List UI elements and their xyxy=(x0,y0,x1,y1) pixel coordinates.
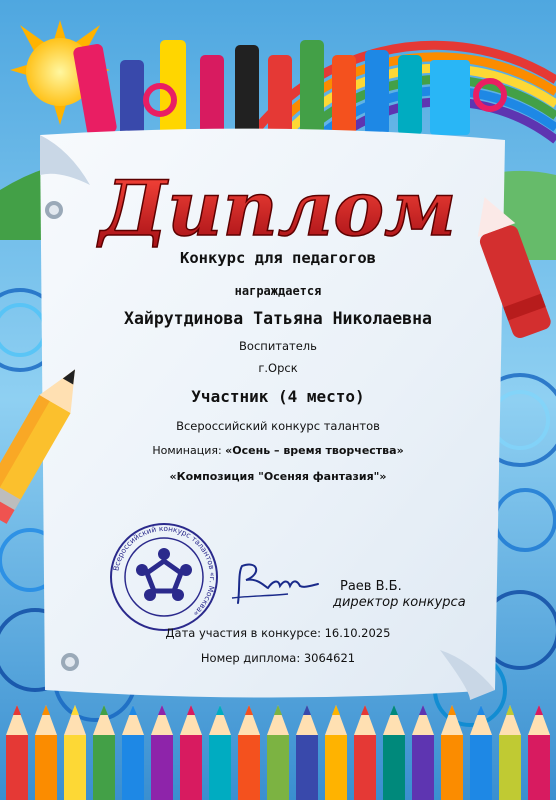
awarded-label: награждается xyxy=(234,284,322,298)
contest-type: Конкурс для педагогов xyxy=(180,249,376,267)
nomination-value: «Осень – время творчества» xyxy=(225,444,404,457)
diploma-number: Номер диплома: 3064621 xyxy=(200,651,356,665)
contest-name: Всероссийский конкурс талантов xyxy=(176,419,380,433)
title-text: Диплом xyxy=(99,164,457,253)
position: Воспитатель xyxy=(239,339,317,353)
city: г.Орск xyxy=(258,361,298,375)
work-title: «Композиция "Осеняя фантазия"» xyxy=(169,470,387,483)
director-signature xyxy=(228,558,324,610)
stamp-seal xyxy=(108,521,220,633)
participation-date: Дата участия в конкурсе: 16.10.2025 xyxy=(165,626,391,640)
signer-role: директор конкурса xyxy=(333,595,466,610)
place: Участник (4 место) xyxy=(191,387,365,406)
signer-name: Раев В.Б. xyxy=(340,579,402,594)
recipient-name: Хайрутдинова Татьяна Николаевна xyxy=(124,309,432,328)
nomination-label: Номинация: xyxy=(152,444,222,457)
nomination xyxy=(0,444,556,457)
svg-text:Всероссийский конкурс талантов: Всероссийский конкурс талантов «г. Москва» xyxy=(111,523,218,619)
